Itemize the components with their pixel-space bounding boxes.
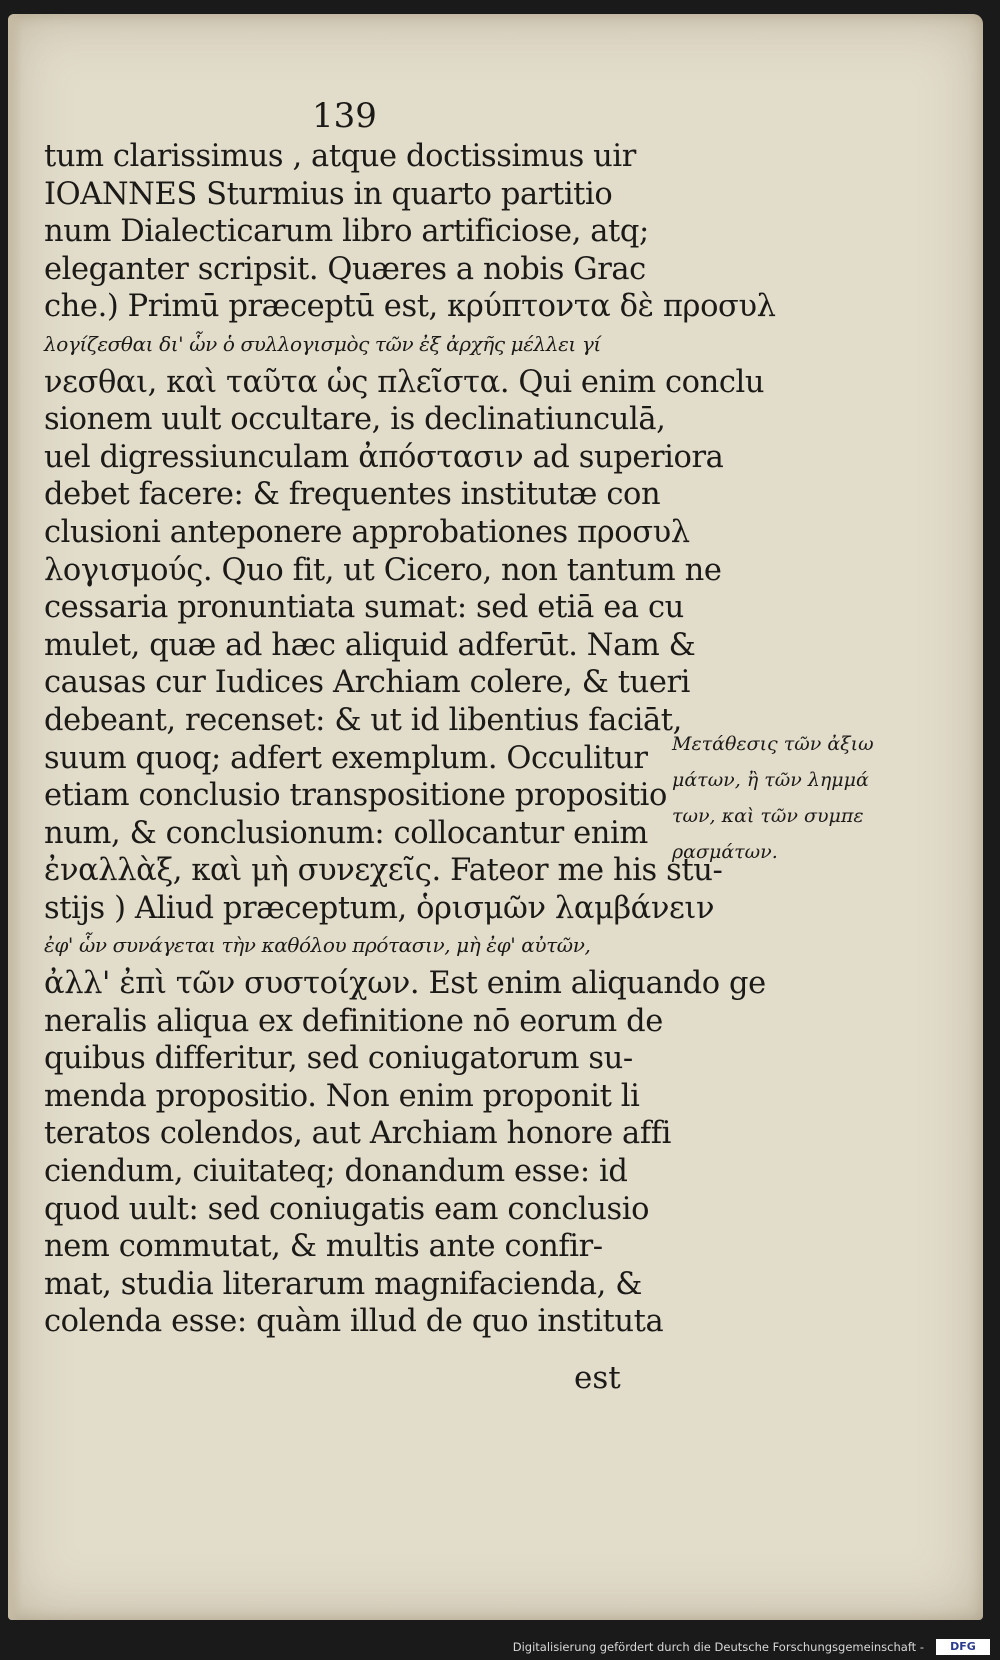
margin-note-line: Μετάθεσις τῶν ἀξιω [672, 733, 874, 755]
text-line: clusioni anteponere approbationes προσυλ [44, 514, 690, 550]
margin-note-line: ρασμάτων. [672, 841, 778, 863]
text-line: stijs ) Aliud præceptum, ὁρισμῶν λαμβάνειν [44, 890, 715, 926]
text-line: ἐφ' ὧν συνάγεται τὴν καθόλου πρότασιν, μὴ ἐφ' αὐτῶν, [44, 933, 591, 958]
text-line: colenda esse: quàm illud de quo instituta [44, 1304, 664, 1340]
text-line: teratos colendos, aut Archiam honore affi [44, 1116, 671, 1152]
text-line: num, & conclusionum: collocantur enim [44, 815, 648, 851]
margin-note-line: μάτων, ἢ τῶν λημμά [672, 769, 869, 791]
text-line: etiam conclusio transpositione propositio [44, 778, 667, 814]
text-line: uel digressiunculam ἀπόστασιν ad superiora [44, 439, 724, 475]
page-number: 139 [312, 96, 377, 136]
text-line: debet facere: & frequentes institutæ con [44, 477, 661, 513]
page-gutter-shadow [8, 14, 22, 1620]
text-line: nem commutat, & multis ante confir- [44, 1229, 603, 1265]
text-line: λογισμούς. Quo fit, ut Cicero, non tantum ne [44, 552, 722, 588]
text-line: neralis aliqua ex definitione nō eorum de [44, 1003, 663, 1039]
dfg-logo: DFG [936, 1639, 990, 1655]
text-line: quibus differitur, sed coniugatorum su- [44, 1041, 633, 1077]
text-line: num Dialecticarum libro artificiose, atq; [44, 214, 649, 250]
text-line: eleganter scripsit. Quæres a nobis Grac [44, 251, 646, 287]
text-line: menda propositio. Non enim proponit li [44, 1078, 640, 1114]
text-line: tum clarissimus , atque doctissimus uir [44, 139, 636, 174]
text-line: λογίζεσθαι δι' ὧν ὁ συλλογισμὸς τῶν ἐξ ἀρχῆς μέλλει γί [44, 331, 601, 356]
text-line: causas cur Iudices Archiam colere, & tueri [44, 665, 691, 701]
margin-note [672, 726, 912, 870]
text-line: mat, studia literarum magnifacienda, & [44, 1266, 642, 1302]
text-line: IOANNES Sturmius in quarto partitio [44, 176, 613, 212]
margin-note-line: των, καὶ τῶν συμπε [672, 805, 864, 827]
text-line: debeant, recenset: & ut id libentius faciāt, [44, 702, 682, 738]
text-line: νεσθαι, καὶ ταῦτα ὡς πλεῖστα. Qui enim conclu [44, 364, 765, 400]
text-line: ἀλλ' ἐπὶ τῶν συστοίχων. Est enim aliquando ge [44, 966, 766, 1002]
text-line: che.) Primū præceptū est, κρύπτοντα δὲ προσυλ [44, 289, 776, 325]
text-line: ἐναλλὰξ, καὶ μὴ συνεχεῖς. Fateor me his stu- [44, 853, 723, 889]
catchword: est [574, 1360, 621, 1396]
text-line: mulet, quæ ad hæc aliquid adferūt. Nam & [44, 627, 696, 663]
text-line: quod uult: sed coniugatis eam conclusio [44, 1191, 650, 1227]
text-line: sionem uult occultare, is declinatiunculā, [44, 402, 666, 438]
text-line: cessaria pronuntiata sumat: sed etiā ea cu [44, 590, 684, 626]
text-line: ciendum, ciuitateq; donandum esse: id [44, 1154, 628, 1190]
text-line: suum quoq; adfert exemplum. Occulitur [44, 740, 648, 776]
footer-credit: Digitalisierung gefördert durch die Deutsche Forschungsgemeinschaft - [512, 1640, 924, 1654]
